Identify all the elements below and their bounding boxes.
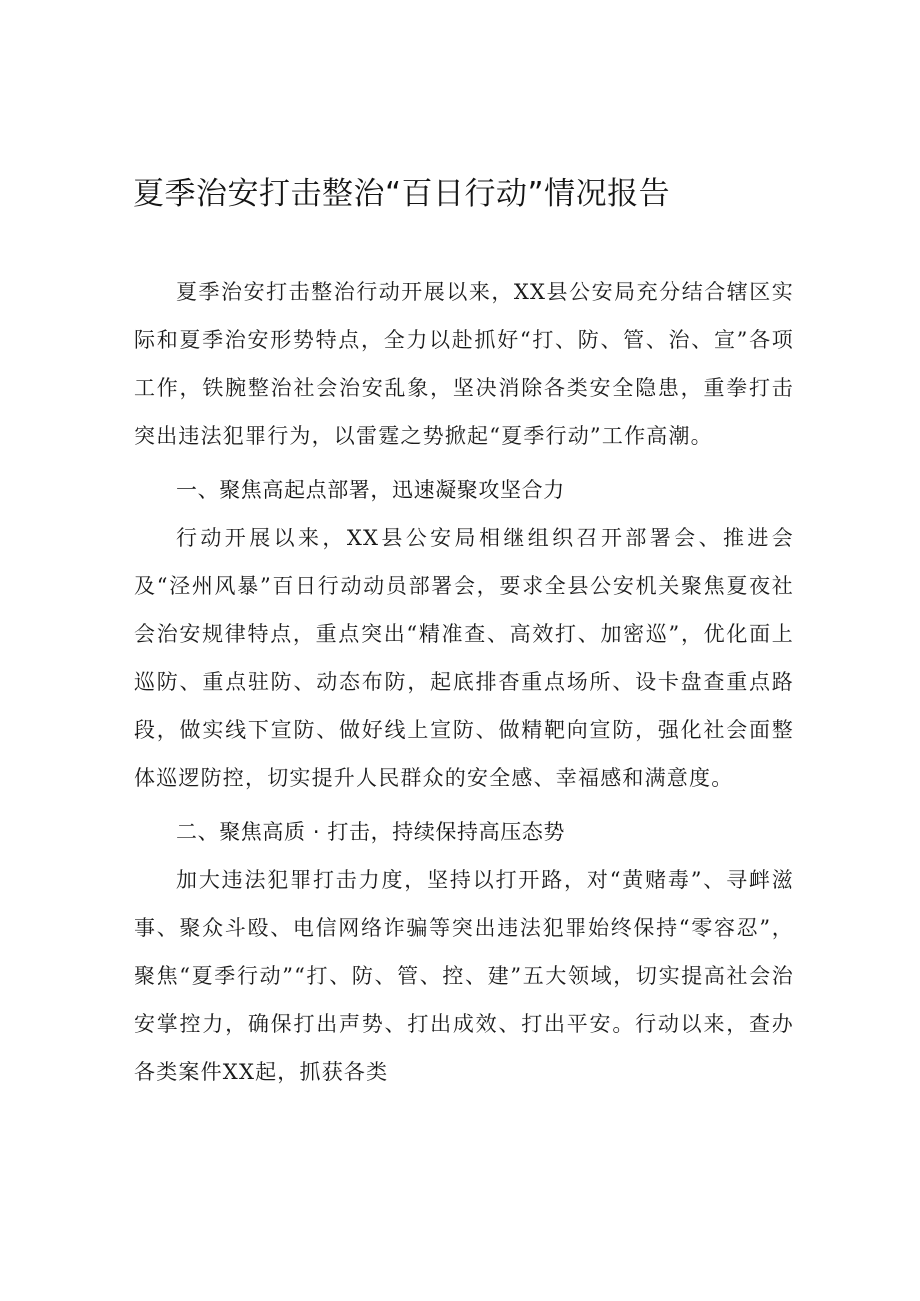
section-1-heading: 一、聚焦高起点部署，迅速凝聚攻坚合力 xyxy=(176,478,565,502)
section-2-heading: 二、聚焦高质 · 打击，持续保持高压态势 xyxy=(176,820,566,844)
document-title: 夏季治安打击整治“百日行动”情况报告 xyxy=(133,176,671,212)
section-2-paragraph: 加大违法犯罪打击力度，坚持以打开路，对“黄赌毒”、寻衅滋事、聚众斗殴、电信网络诈骗等突出违法犯罪始终保持“零容忍”，聚焦“夏季行动”“打、防、管、控、建”五大领域，切实提高社会治安掌控力，确保打出声势、打出成效、打出平安。行动以来，查办各类案件XX起，抓获各类 xyxy=(134,868,794,1084)
intro-paragraph: 夏季治安打击整治行动开展以来，XX县公安局充分结合辖区实际和夏季治安形势特点，全力以赴抓好“打、防、管、治、宣”各项工作，铁腕整治社会治安乱象，坚决消除各类安全隐患，重拳打击突出违法犯罪行为，以雷霆之势掀起“夏季行动”工作高潮。 xyxy=(134,280,794,448)
section-1-paragraph: 行动开展以来，XX县公安局相继组织召开部署会、推进会及“泾州风暴”百日行动动员部署会，要求全县公安机关聚焦夏夜社会治安规律特点，重点突出“精准查、高效打、加密巡”，优化面上巡防、重点驻防、动态布防，起底排杳重点场所、设卡盘查重点路段，做实线下宣防、做好线上宣防、做精靶向宣防，强化社会面整体巡逻防控，切实提升人民群众的安全感、幸福感和满意度。 xyxy=(134,526,794,790)
document-body xyxy=(134,268,794,1096)
